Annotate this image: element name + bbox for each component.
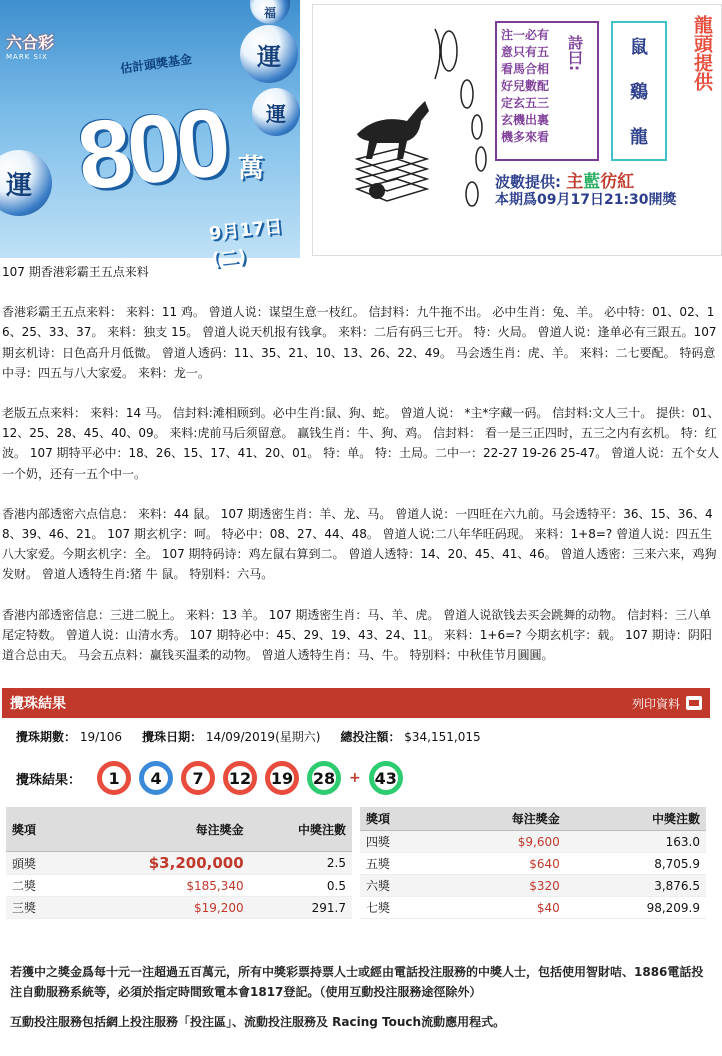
- result-ball: 12: [223, 761, 257, 795]
- riddle-banner: [312, 4, 722, 256]
- result-ball: 4: [139, 761, 173, 795]
- printer-icon[interactable]: [686, 696, 702, 710]
- plus-icon: +: [349, 770, 361, 786]
- article-paragraph: 香港内部透密信息：三进二脱上。 来料：13 羊。 107 期透密生肖：马、羊、虎。 曾道人说欲钱去买会跳舞的动物。 信封料：三八单尾定特数。 曾道人说：山清水秀。 107 期特必中：45、29、19、43、24、11。 来料：1+6=? 今期玄机字：载。 107 期诗：阴阳道合总由天。 马会五点料：赢钱买温柔的动物。 曾道人透特生肖：马、牛。 特别料：中秋佳节月圓圓。: [2, 607, 712, 663]
- top-banners: [0, 0, 722, 271]
- result-ball: 19: [265, 761, 299, 795]
- lottery-ball-icon: 運: [240, 25, 298, 83]
- number-provider: 波數提供: 主藍彷紅: [495, 172, 635, 192]
- prize-tables: [2, 807, 710, 919]
- article-paragraph: 老版五点来料： 来料：14 马。 信封料:滩相顾到。必中生肖:鼠、狗、蛇。 曾道人说： *主*字藏一码。 信封料:文人三十。 提供：01、12、25、28、45、40、09。 来料:虎前马后须留意。 赢钱生肖：牛、狗、鸡。 信封料： 看一是三正四时，五三之内有玄机。 特：红波。 107 期特平必中：18、26、15、17、41、20、01。 特：单。 特：土局。二中一：22-27 19-26 25-47。 曾道人说：五个女人一个奶，还有一五个中一。: [2, 406, 720, 481]
- table-row: 三獎 $19,200 291.7: [6, 897, 352, 919]
- draw-meta: 攪珠期數： 19/106 攪珠日期： 14/09/2019(星期六) 總投注額： $34,151,015: [16, 730, 481, 744]
- article-paragraph: 香港内部透密六点信息： 来料：44 鼠。 107 期透密生肖：羊、龙、马。 曾道人说：一四旺在六九前。马会透特平：36、15、36、48、39、46、21。 107 期玄机字：呵。 特必中：08、27、44、48。 曾道人说:二八年华旺码现。 来料：1+8=? 曾道人说：四五生八大家爱。今期玄机字：全。 107 期特码诗：鸡左鼠右算到二。 曾道人透特：14、20、45、41、46。 曾道人透密：三来六来，鸡狗发财。 曾道人透特生肖:猪 牛 鼠。 特别料：六马。: [2, 506, 717, 582]
- table-row: 六獎 $320 3,876.5: [360, 875, 706, 897]
- results-title: 攪珠結果: [10, 696, 66, 712]
- result-ball: 7: [181, 761, 215, 795]
- zodiac-box: 鼠 鷄 龍: [611, 21, 667, 161]
- draw-results-panel: [2, 688, 710, 958]
- jackpot-amount: 800: [72, 88, 232, 211]
- draw-date: 14/09/2019(星期六): [205, 730, 321, 744]
- result-ball: 1: [97, 761, 131, 795]
- jackpot-unit: 萬: [238, 154, 265, 184]
- article-heading: 107 期香港彩霸王五点来料: [2, 265, 149, 279]
- results-header: [2, 688, 710, 718]
- draw-time: 本期爲09月17日21:30開獎: [495, 192, 677, 208]
- result-ball: 28: [307, 761, 341, 795]
- extra-ball: 43: [369, 761, 403, 795]
- results-footnote: 若獲中之獎金爲每十元一注超過五百萬元，所有中獎彩票持票人士或經由電話投注服務的中獎人士，包括使用智財咭、1886電話投注自動服務系統等，必須於指定時間致電本會1817登記。（使用互動投注服務途徑除外） 互動投注服務包括網上投注服務「投注區」、流動投注服務及 Racing Touch流動應用程式。: [10, 965, 704, 1029]
- riddle-poem: 注一必有 意只有五 看馬合相 好兒數配 定玄五三 玄機出裏 機多來看: [495, 21, 599, 161]
- mark-six-logo: 六合彩 MARK SIX: [6, 33, 55, 61]
- table-row: 二獎 $185,340 0.5: [6, 875, 352, 897]
- table-row: 五獎 $640 8,705.9: [360, 853, 706, 875]
- dragon-title: 龍頭提供: [691, 15, 713, 91]
- turnover: $34,151,015: [404, 730, 481, 744]
- prize-table-left: 獎項 每注獎金 中獎注數 頭獎 $3,200,000 2.5 二獎 $185,340 0.5 三獎 $19,200 291.7: [6, 807, 352, 919]
- table-row: 四獎 $9,600 163.0: [360, 831, 706, 853]
- donkey-illustration: [317, 9, 497, 229]
- prize-table-right: 獎項 每注獎金 中獎注數 四獎 $9,600 163.0 五獎 $640 8,705.9 六獎 $320 3,876.5 七獎 $40 98,209.9: [360, 807, 706, 919]
- table-row: 頭獎 $3,200,000 2.5: [6, 852, 352, 875]
- table-row: 七獎 $40 98,209.9: [360, 897, 706, 919]
- jackpot-date: 9月17日(二): [207, 216, 284, 271]
- poem-tag: 詩曰:: [566, 35, 584, 71]
- prediction-article: [0, 262, 722, 665]
- drawn-balls: 攪珠結果： 1 4 7 12 19 28 + 43: [2, 749, 710, 807]
- print-button[interactable]: 列印資料: [632, 695, 702, 712]
- article-paragraph: 香港彩霸王五点来料： 来料：11 鸡。 曾道人说：谋望生意一枝红。 信封料：九牛拖不出。 必中生肖：兔、羊。 必中特：01、02、16、25、33、37。 来料：独支 15。 曾道人说天机报有钱拿。 来料：二后有码三七开。 特：火局。 曾道人说：逢单必有三跟五。107 期玄机诗：日色高升月低微。 曾道人透码：11、35、21、10、13、26、22、49。 马会透生肖：虎、羊。 来料：二七要配。 特码意中寻：四五与八大家爱。 来料：龙一。: [2, 305, 717, 380]
- lottery-ball-icon: 福: [250, 0, 290, 24]
- mark-six-jackpot-banner: [0, 0, 300, 271]
- lottery-ball-icon: 運: [252, 88, 300, 136]
- lottery-ball-icon: 運: [0, 150, 52, 216]
- draw-number: 19/106: [79, 730, 123, 744]
- jackpot-label: 估計頭獎基金: [119, 52, 193, 76]
